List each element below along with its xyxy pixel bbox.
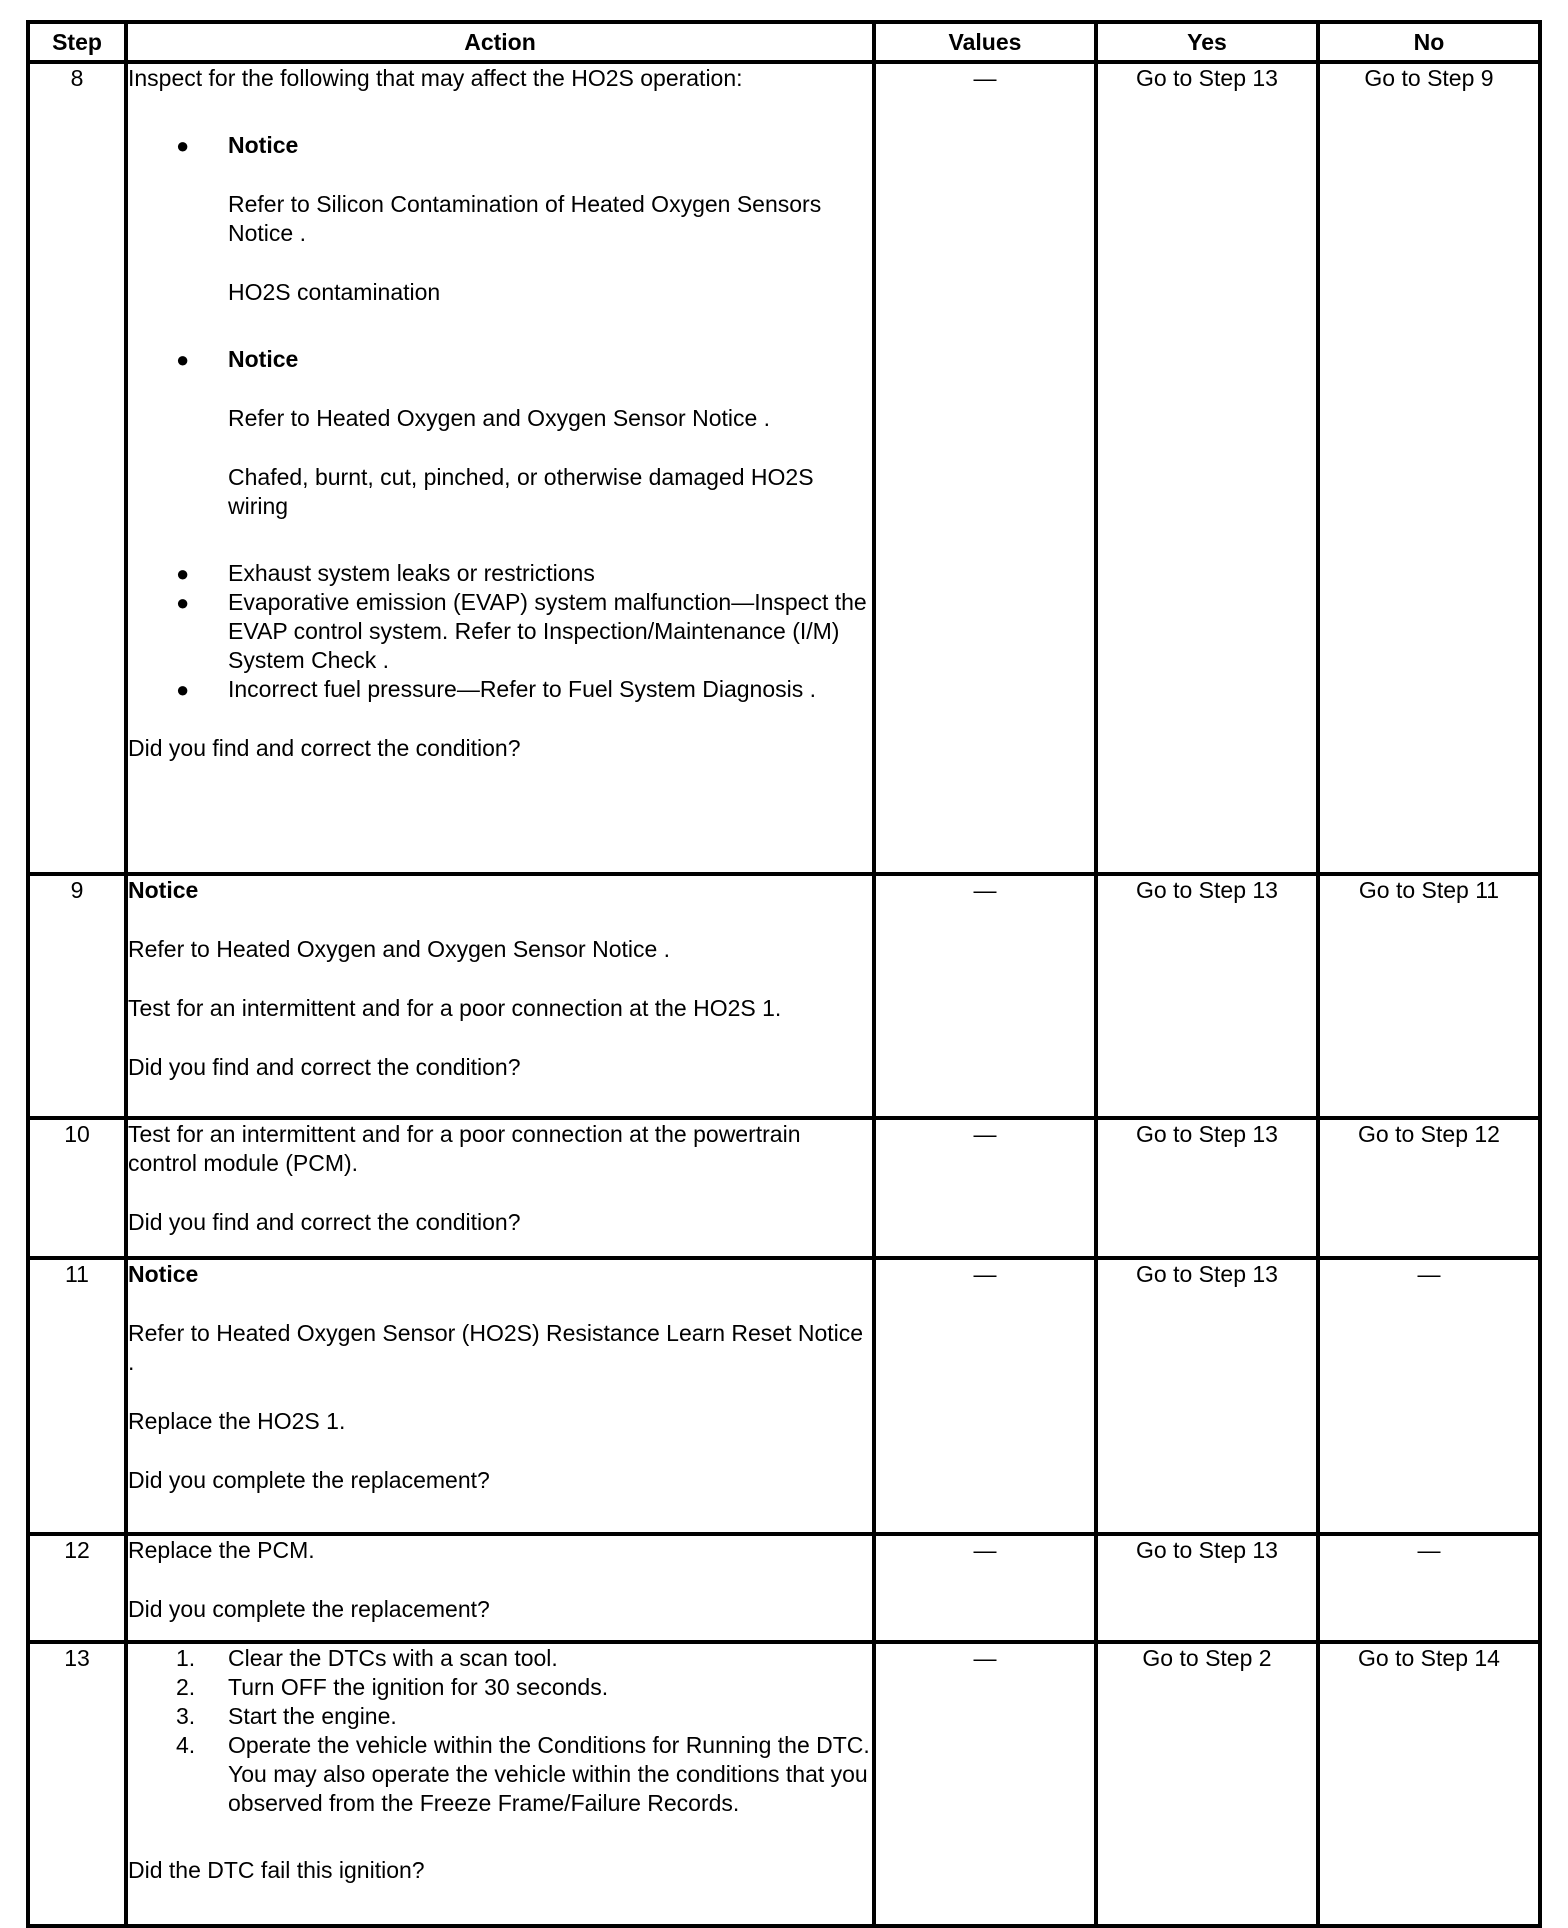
yes-cell: Go to Step 13	[1096, 1118, 1318, 1258]
inspect-bullet	[128, 559, 872, 588]
action-question: Did you complete the replacement?	[128, 1467, 490, 1493]
values-cell: —	[874, 1534, 1096, 1642]
action-cell	[126, 1534, 874, 1642]
values-cell: —	[874, 874, 1096, 1118]
table-row	[28, 62, 1540, 874]
action-text: Test for an intermittent and for a poor connection at the powertrain control module (PCM).	[128, 1121, 801, 1176]
values-cell: —	[874, 1642, 1096, 1926]
table-row	[28, 1534, 1540, 1642]
step-number: 12	[28, 1534, 126, 1642]
diagnostic-table	[26, 20, 1542, 1928]
item-number: 3.	[176, 1703, 196, 1729]
numbered-item	[128, 1644, 872, 1673]
item-text: Clear the DTCs with a scan tool.	[228, 1645, 558, 1671]
item-number: 4.	[176, 1732, 196, 1758]
header-yes: Yes	[1096, 22, 1318, 62]
numbered-item	[128, 1731, 872, 1818]
action-question: Did the DTC fail this ignition?	[128, 1857, 425, 1883]
values-cell: —	[874, 1118, 1096, 1258]
header-action: Action	[126, 22, 874, 62]
table-row	[28, 1118, 1540, 1258]
step-number: 10	[28, 1118, 126, 1258]
bullet-icon: ●	[176, 561, 190, 586]
yes-cell: Go to Step 13	[1096, 1534, 1318, 1642]
no-cell: Go to Step 14	[1318, 1642, 1540, 1926]
no-cell: —	[1318, 1534, 1540, 1642]
item-text: Turn OFF the ignition for 30 seconds.	[228, 1674, 609, 1700]
notice-title: Notice	[128, 1261, 199, 1287]
header-values: Values	[874, 22, 1096, 62]
action-text: Test for an intermittent and for a poor connection at the HO2S 1.	[128, 995, 782, 1021]
bullet-text: Incorrect fuel pressure—Refer to Fuel System Diagnosis .	[228, 676, 817, 702]
action-cell	[126, 62, 874, 874]
notice-reference: Refer to Heated Oxygen Sensor (HO2S) Resistance Learn Reset Notice .	[128, 1320, 864, 1375]
inspect-bullet	[128, 675, 872, 704]
action-cell	[126, 1118, 874, 1258]
action-question: Did you complete the replacement?	[128, 1596, 490, 1622]
header-no: No	[1318, 22, 1540, 62]
bullet-text: Evaporative emission (EVAP) system malfunction—Inspect the EVAP control system. Refer to Inspection/Maintenance (I/M) System Check .	[228, 589, 867, 673]
numbered-item	[128, 1673, 872, 1702]
action-question: Did you find and correct the condition?	[128, 1209, 521, 1235]
table-row	[28, 874, 1540, 1118]
notice-bullet	[128, 131, 872, 160]
values-cell: —	[874, 1258, 1096, 1534]
item-number: 2.	[176, 1674, 196, 1700]
yes-cell: Go to Step 2	[1096, 1642, 1318, 1926]
step-number: 8	[28, 62, 126, 874]
bullet-icon: ●	[176, 677, 190, 702]
table-row	[28, 1258, 1540, 1534]
action-cell	[126, 1258, 874, 1534]
notice-reference: Refer to Heated Oxygen and Oxygen Sensor Notice .	[128, 936, 671, 962]
inspect-bullet	[128, 588, 872, 675]
no-cell: Go to Step 11	[1318, 874, 1540, 1118]
numbered-item	[128, 1702, 872, 1731]
header-step: Step	[28, 22, 126, 62]
action-text: Replace the HO2S 1.	[128, 1408, 346, 1434]
bullet-icon: ●	[176, 133, 190, 158]
action-cell	[126, 1642, 874, 1926]
values-cell: —	[874, 62, 1096, 874]
item-number: 1.	[176, 1645, 196, 1671]
yes-cell: Go to Step 13	[1096, 1258, 1318, 1534]
action-intro: Inspect for the following that may affect the HO2S operation:	[128, 65, 743, 91]
no-cell: Go to Step 9	[1318, 62, 1540, 874]
item-text: Operate the vehicle within the Conditions for Running the DTC. You may also operate the vehicle within the conditions that you observed from the Freeze Frame/Failure Records.	[228, 1732, 870, 1816]
action-question: Did you find and correct the condition?	[128, 1054, 521, 1080]
header-row	[28, 22, 1540, 62]
inspect-item: Chafed, burnt, cut, pinched, or otherwise damaged HO2S wiring	[228, 464, 814, 519]
step-number: 9	[28, 874, 126, 1118]
notice-bullet	[128, 345, 872, 374]
action-text: Replace the PCM.	[128, 1537, 315, 1563]
bullet-icon: ●	[176, 347, 190, 372]
action-cell	[126, 874, 874, 1118]
notice-title: Notice	[128, 877, 199, 903]
yes-cell: Go to Step 13	[1096, 62, 1318, 874]
step-number: 13	[28, 1642, 126, 1926]
item-text: Start the engine.	[228, 1703, 397, 1729]
notice-title: Notice	[228, 132, 299, 158]
action-question: Did you find and correct the condition?	[128, 735, 521, 761]
table-row	[28, 1642, 1540, 1926]
bullet-icon: ●	[176, 590, 190, 615]
bullet-text: Exhaust system leaks or restrictions	[228, 560, 595, 586]
yes-cell: Go to Step 13	[1096, 874, 1318, 1118]
notice-reference: Refer to Silicon Contamination of Heated Oxygen Sensors Notice .	[228, 191, 822, 246]
step-number: 11	[28, 1258, 126, 1534]
notice-title: Notice	[228, 346, 299, 372]
no-cell: Go to Step 12	[1318, 1118, 1540, 1258]
inspect-item: HO2S contamination	[228, 279, 441, 305]
notice-reference: Refer to Heated Oxygen and Oxygen Sensor Notice .	[228, 405, 771, 431]
no-cell: —	[1318, 1258, 1540, 1534]
